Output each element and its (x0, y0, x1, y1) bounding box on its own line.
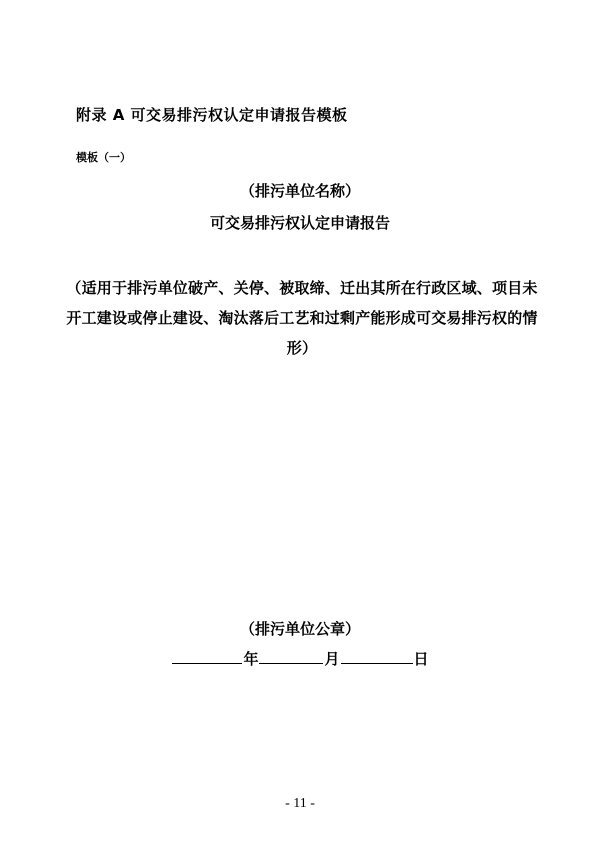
seal-placeholder: （排污单位公章） (239, 620, 360, 638)
year-blank (172, 649, 242, 664)
scope-note: （适用于排污单位破产、关停、被取缔、迁出其所在行政区域、项目未开工建设或停止建设、淘汰落后工艺和过剩产能形成可交易排污权的情形） (66, 279, 538, 357)
template-label: 模板（一） (76, 151, 131, 164)
page-number: - 11 - (285, 796, 315, 811)
day-blank (341, 649, 413, 664)
month-label: 月 (324, 650, 340, 668)
appendix-title: 附录 A 可交易排污权认定申请报告模板 (76, 106, 348, 124)
org-name-placeholder: （排污单位名称） (239, 182, 360, 200)
date-line (0, 648, 600, 669)
day-label: 日 (413, 650, 429, 668)
month-blank (259, 649, 323, 664)
year-label: 年 (243, 650, 259, 668)
report-title: 可交易排污权认定申请报告 (209, 214, 390, 232)
